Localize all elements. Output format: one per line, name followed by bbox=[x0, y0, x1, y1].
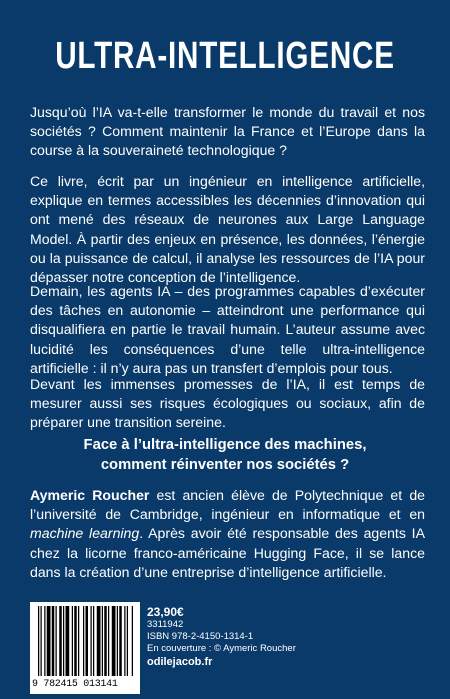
author-name: Aymeric Roucher bbox=[30, 487, 150, 503]
barcode-bar bbox=[78, 606, 79, 676]
barcode-bar bbox=[127, 606, 128, 676]
barcode-bar bbox=[63, 606, 64, 676]
author-bio bbox=[30, 486, 425, 582]
barcode-bar bbox=[112, 606, 116, 676]
paragraph-book-description: Ce livre, écrit par un ingénieur en intelligence artificielle, explique en termes accessibles les décennies d’innovation qui ont mené des réseaux de neurones aux Large Language Model. À partir des enjeux en présence, les données, l’énergie ou la puissance de calcul, il analyse les ressources de l’IA pour dépasser notre conception de l’intelligence. bbox=[30, 173, 425, 286]
author-bio-italic: machine learning bbox=[30, 525, 140, 542]
tagline-line-2: comment réinventer nos sociétés ? bbox=[100, 457, 350, 473]
barcode-bar bbox=[74, 606, 77, 676]
barcode-bar bbox=[93, 606, 94, 676]
barcode-bar bbox=[38, 606, 39, 676]
cover-credit: En couverture : © Aymeric Roucher bbox=[147, 643, 296, 654]
publisher-website: odilejacob.fr bbox=[147, 656, 213, 668]
barcode-bar bbox=[91, 606, 92, 676]
barcode-bar bbox=[132, 606, 133, 676]
barcode-bar bbox=[52, 606, 55, 676]
paragraph-ai-agents: Demain, les agents IA – des programmes capables d’exécuter des tâches en autonomie – atteindront une performance qui disqualifiera en partie le travail humain. L’auteur assume avec lucidité les conséquences d’une telle ultra-intelligence artificielle : il n’y aura pas un transfert d’emplois pour tous. bbox=[30, 283, 425, 376]
barcode-bar bbox=[102, 606, 103, 676]
barcode-bar bbox=[119, 606, 122, 676]
paragraph-intro: Jusqu’où l’IA va-t-elle transformer le monde du travail et nos sociétés ? Comment maintenir la France et l’Europe dans la course à la souveraineté technologique ? bbox=[30, 104, 425, 159]
tagline bbox=[20, 435, 430, 475]
price: 23,90€ bbox=[147, 605, 184, 619]
product-code: 3311942 bbox=[147, 619, 184, 630]
barcode-bar bbox=[56, 606, 57, 676]
barcode-bar bbox=[66, 606, 70, 676]
tagline-line-1: Face à l’ultra-intelligence des machines, bbox=[83, 437, 367, 453]
barcode-digits: 9 782415 013141 bbox=[32, 679, 118, 690]
page-title: ULTRA-INTELLIGENCE bbox=[55, 35, 395, 77]
barcode-bar bbox=[97, 606, 101, 676]
barcode-bar bbox=[124, 606, 125, 676]
author-bio-text-1: est ancien élève de Polytechnique et de l’université de Cambridge, ingénieur en informatique et en bbox=[30, 487, 425, 523]
barcode-bar bbox=[117, 606, 118, 676]
isbn: ISBN 978-2-4150-1314-1 bbox=[147, 631, 254, 642]
barcode bbox=[30, 602, 140, 694]
barcode-bar bbox=[47, 606, 51, 676]
paragraph-risks: Devant les immenses promesses de l’IA, il est temps de mesurer aussi ses risques écologiques ou sociaux, afin de préparer une transition sereine. bbox=[30, 376, 425, 431]
barcode-bar bbox=[72, 606, 73, 676]
barcode-bar bbox=[44, 606, 45, 676]
barcode-bars bbox=[30, 602, 140, 680]
barcode-bar bbox=[41, 606, 42, 676]
barcode-bar bbox=[83, 606, 84, 676]
barcode-bar bbox=[86, 606, 89, 676]
price-info bbox=[147, 605, 296, 669]
barcode-bar bbox=[108, 606, 109, 676]
author-bio-text-2: . Après avoir été responsable des agents IA chez la licorne franco-américaine Hugging Face, il se lance dans la création d’une entreprise d’intelligence artificielle. bbox=[30, 525, 425, 580]
barcode-bar bbox=[104, 606, 107, 676]
barcode-bar bbox=[59, 606, 62, 676]
